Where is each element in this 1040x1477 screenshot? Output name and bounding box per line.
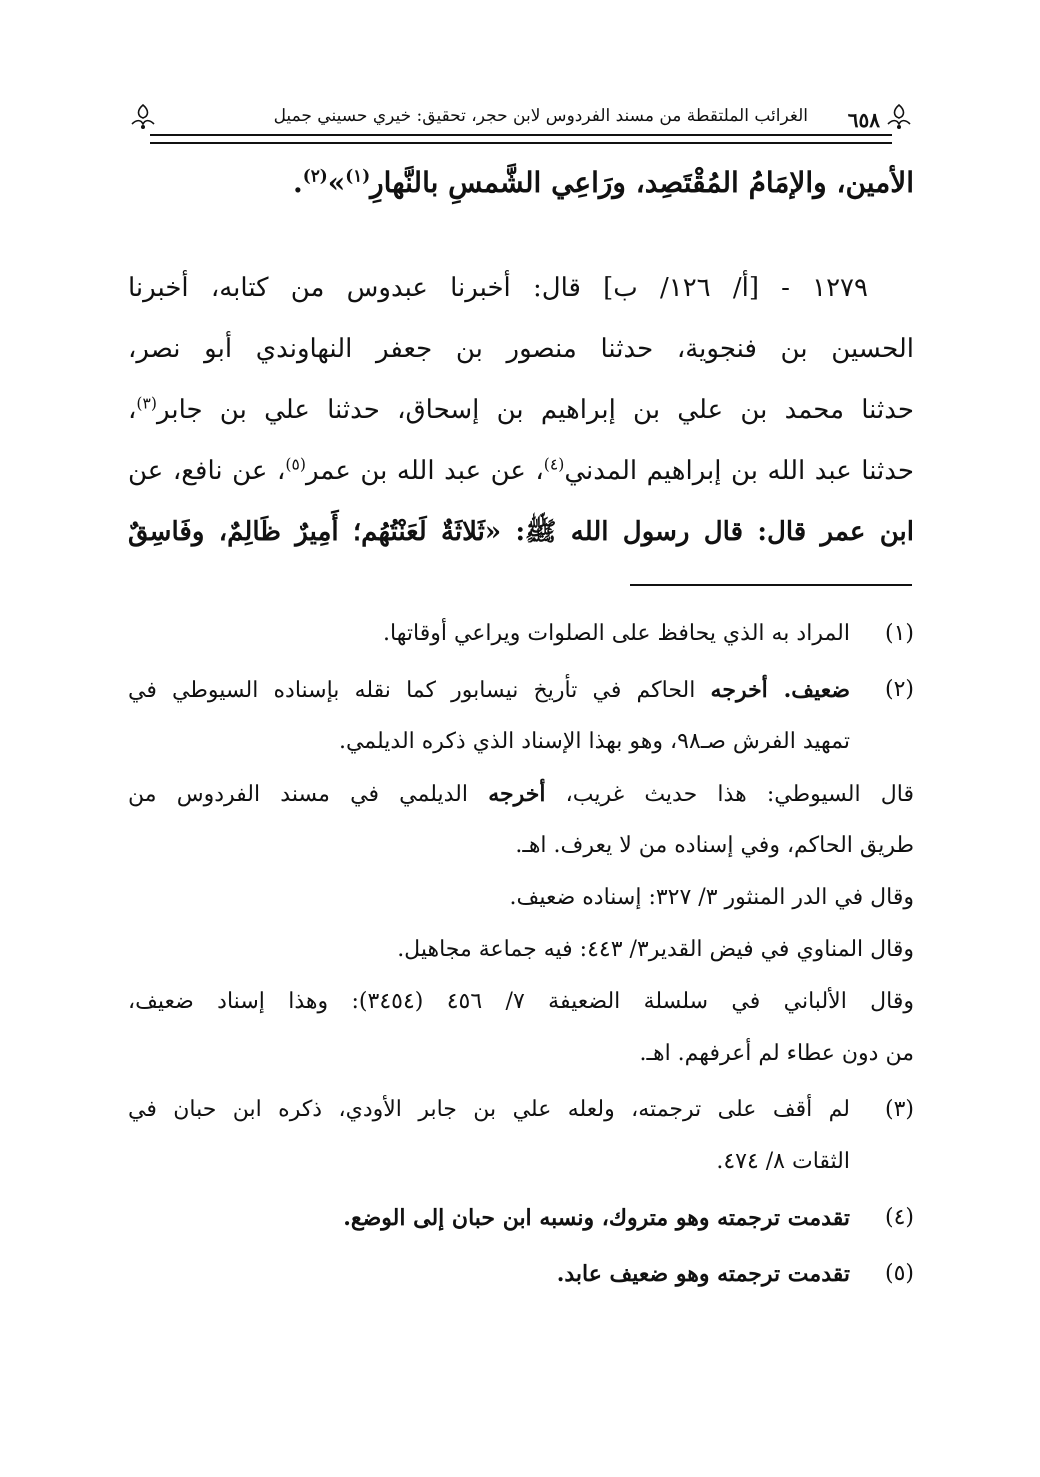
footnote-line: تقدمت ترجمته وهو ضعيف عابد.: [556, 1261, 850, 1287]
footnote-line: وقال المناوي في فيض القدير٣/ ٤٤٣: فيه جماعة مجاهيل.: [397, 937, 914, 962]
page-header: [128, 98, 914, 142]
hadith-line: حدثنا محمد بن علي بن إبراهيم بن إسحاق، حدثنا علي بن جابر$^{(٣)}$،: [128, 394, 914, 425]
footnotes: [128, 608, 914, 1300]
footnote: [128, 1084, 914, 1188]
page-number: ٦٥٨: [847, 108, 880, 132]
footnote-line: وقال الألباني في سلسلة الضعيفة ٧/ ٤٥٦ (٣٤٥٤): وهذا إسناد ضعيف،: [128, 989, 914, 1014]
footnote-line: تمهيد الفرش صـ٩٨، وهو بهذا الإسناد الذي ذكره الديلمي.: [338, 729, 850, 754]
footnote-ref-4: (٤): [543, 455, 565, 474]
header-double-rule: [150, 134, 892, 144]
footnote: [128, 664, 914, 1080]
footnote-number: (٣): [884, 1097, 914, 1122]
footnote-ref-3: (٣): [136, 394, 157, 413]
footnote-line: المراد به الذي يحافظ على الصلوات ويراعي أوقاتها.: [383, 621, 850, 646]
footnote-ref-1: (١): [345, 165, 371, 186]
footnote-line: الثقات ٨/ ٤٧٤.: [716, 1149, 850, 1174]
footnote-line: ضعيف. أخرجه الحاكم في تأريخ نيسابور كما نقله بإسناده السيوطي في: [128, 677, 850, 703]
floral-ornament-icon: [884, 102, 914, 132]
running-title: الغرائب الملتقطة من مسند الفردوس لابن حجر، تحقيق: خيري حسيني جميل: [273, 106, 808, 126]
main-text: [128, 150, 914, 563]
footnote-number: (٥): [884, 1261, 914, 1286]
footnote-line: طريق الحاكم، وفي إسناده من لا يعرف. اهـ.: [515, 833, 914, 858]
footnote-line: وقال في الدر المنثور ٣/ ٣٢٧: إسناده ضعيف.: [509, 885, 914, 910]
footnote-ref-2: (٢): [302, 165, 328, 186]
footnote-line: لم أقف على ترجمته، ولعله علي بن جابر الأودي، ذكره ابن حبان في: [128, 1097, 850, 1122]
footnote-number: (٢): [884, 677, 914, 702]
footnote: [128, 1192, 914, 1244]
floral-ornament-icon: [128, 102, 158, 132]
footnote-separator: [630, 584, 912, 586]
hadith-line: ١٢٧٩ - [أ/ ١٢٦/ ب] قال: أخبرنا عبدوس من كتابه، أخبرنا: [128, 273, 868, 303]
footnote-line: قال السيوطي: هذا حديث غريب، أخرجه الديلمي في مسند الفردوس من: [128, 781, 914, 807]
footnote: [128, 608, 914, 660]
continuation-line: الأمين، والإمَامُ المُقْتَصِد، ورَاعِي الشَّمسِ بالنَّهارِ$^{(١)}$»$^{(٢)}$.: [293, 165, 914, 199]
hadith-line: حدثنا عبد الله بن إبراهيم المدني$^{(٤)}$، عن عبد الله بن عمر$^{(٥)}$، عن نافع، عن: [128, 455, 914, 486]
footnote-number: (٤): [884, 1205, 914, 1230]
footnote: [128, 1248, 914, 1300]
hadith-line: ابن عمر قال: قال رسول الله ﷺ: «ثَلاثَةٌ لَعَنْتُهُم؛ أَمِيرٌ ظَالِمٌ، وفَاسِقٌ: [128, 517, 914, 547]
footnote-ref-5: (٥): [285, 455, 306, 474]
footnote-number: (١): [884, 621, 914, 646]
hadith-line: الحسين بن فنجوية، حدثنا منصور بن جعفر النهاوندي أبو نصر،: [128, 334, 914, 364]
footnote-line: تقدمت ترجمته وهو متروك، ونسبه ابن حبان إلى الوضع.: [343, 1205, 850, 1231]
hadith-paragraph: [128, 258, 914, 563]
footnote-line: من دون عطاء لم أعرفهم. اهـ.: [639, 1041, 914, 1066]
